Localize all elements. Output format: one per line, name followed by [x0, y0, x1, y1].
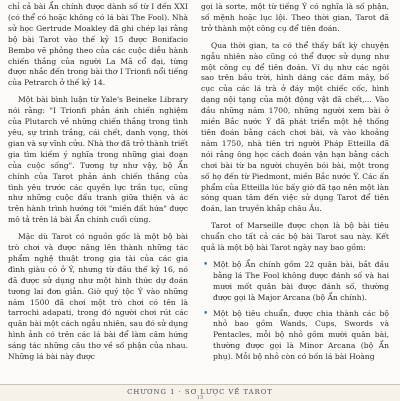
paragraph: gọi là sorte, một từ tiếng Ý có nghĩa là số phận, số mệnh hoặc lục lội. Theo thời gian, Tarot đã trở thành một công cụ để tiên đoán. — [201, 2, 389, 33]
page-footer — [0, 384, 400, 401]
left-column — [8, 2, 188, 369]
page-number: 15 — [196, 395, 204, 401]
chapter-title: CHƯƠNG 1 · SƠ LƯỢC VỀ TAROT — [127, 388, 273, 396]
list-item: • Một bộ Ẩn chính gồm 22 quân bài, bắt đầu bằng lá The Fool không được đánh số và hai mươi mốt quân bài được đánh số, thường được gọi là Major Arcana (bộ Ẩn chính). — [213, 260, 389, 304]
bullet-list — [201, 260, 389, 363]
paragraph: chỉ cả bài Ẩn chính được dành số từ I đến XXI (có thể có hoặc không có lá bài The Fool). Nhà sử học Gertrude Moakley đã ghi chép lại rằng bộ bài Tarot vào thế kỷ 15 được Bonifacio Bembo vẽ phỏng theo của các cuộc diễu hành chiến thắng của người La Mã cổ đại, từng được nhắc đến trong bài thơ I Trionfi nổi tiếng của Petrarch ở thế kỷ 14. — [8, 2, 188, 88]
paragraph: Mặc dù Tarot có nguồn gốc là một bộ bài trò chơi và được nâng lên thành những tác phẩm nghệ thuật trong gia tài của các gia đình giàu có ở Ý, nhưng từ đầu thế kỷ 16, nó đã được sử dụng như một hình thức dự đoán tương lai đơn giản. Giờ quý tộc Ý vào những năm 1500 đã chơi một trò chơi có tên là tarrochi adapati, trong đó người chơi rút các quân bài một cách ngẫu nhiên, sau đó sử dụng hình ảnh có trên các lá bài để làm câm hứng sáng tác những câu thơ về số phận của nhau. Những lá bài này được — [8, 232, 188, 362]
list-item: • Một bộ tiêu chuẩn, được chia thành các bộ nhỏ bao gồm Wands, Cups, Swords và Pentacles, mỗi bộ nhỏ gồm mười quân bài, thường được gọi là Minor Arcana (bộ Ẩn phụ). Mỗi bộ nhỏ còn có bốn lá bài Hoàng — [213, 309, 389, 364]
right-column — [201, 2, 389, 368]
paragraph: Một bài bình luận từ Yale's Beineke Library nói rằng: "I Trionfi phản ánh chiến nghiệm của Plutarch về những chiến thắng trong tình yêu, sự trinh trắng, cái chết, danh vọng, thời gian và sự vĩnh cửu. Nhà thơ đã trở thành triết gia tìm kiếm ý nghĩa trong những giai đoạn của cuộc sống". Tương tự như vậy, bộ Ẩn chính của Tarot phản ánh chiến thắng của tình yêu trước các quyền lực trần tục, cũng như những cuộc đấu tranh giữa thiện và ác trên hành trình hướng tới "miền đất hứa" được mô tả trên lá bài Ẩn chính cuối cùng. — [8, 95, 188, 225]
paragraph: Qua thời gian, ta có thể thấy bất kỳ chuyện ngẫu nhiên nào cũng có thể được sử dụng như một công cụ để tiên đoán. Ví dụ như các ngôi sao trên bầu trời, hình dáng các đám mây, bố cục của các lá trà ở đáy một chiếc cốc, hình dạng nội tạng của một động vật đã chết,... Vào đầu những năm 1700, những người xem bài ở miền Bắc nước Ý đã phát triển một hệ thống tiên đoán bằng cách chơi bài, và vào khoảng năm 1750, nhà tiên tri người Pháp Etteilla đã nói rằng ông học cách đoán vận hạn bằng cách chơi bài từ ba người chuyên bói bài, một trong số họ đến từ Piedmont, miền Bắc nước Ý. Các ấn phẩm của Etteilla lúc bấy giờ đã tạo nên một làn sóng quan tâm đến việc sử dụng Tarot để tiên đoán, lan truyền khắp châu Âu. — [201, 40, 389, 214]
paragraph: Tarot of Marseille được chọn là bộ bài tiêu chuẩn cho tất cả các bộ bài Tarot sau này. Kết quả là một bộ bài Tarot ngày nay bao gồm: — [201, 221, 389, 253]
